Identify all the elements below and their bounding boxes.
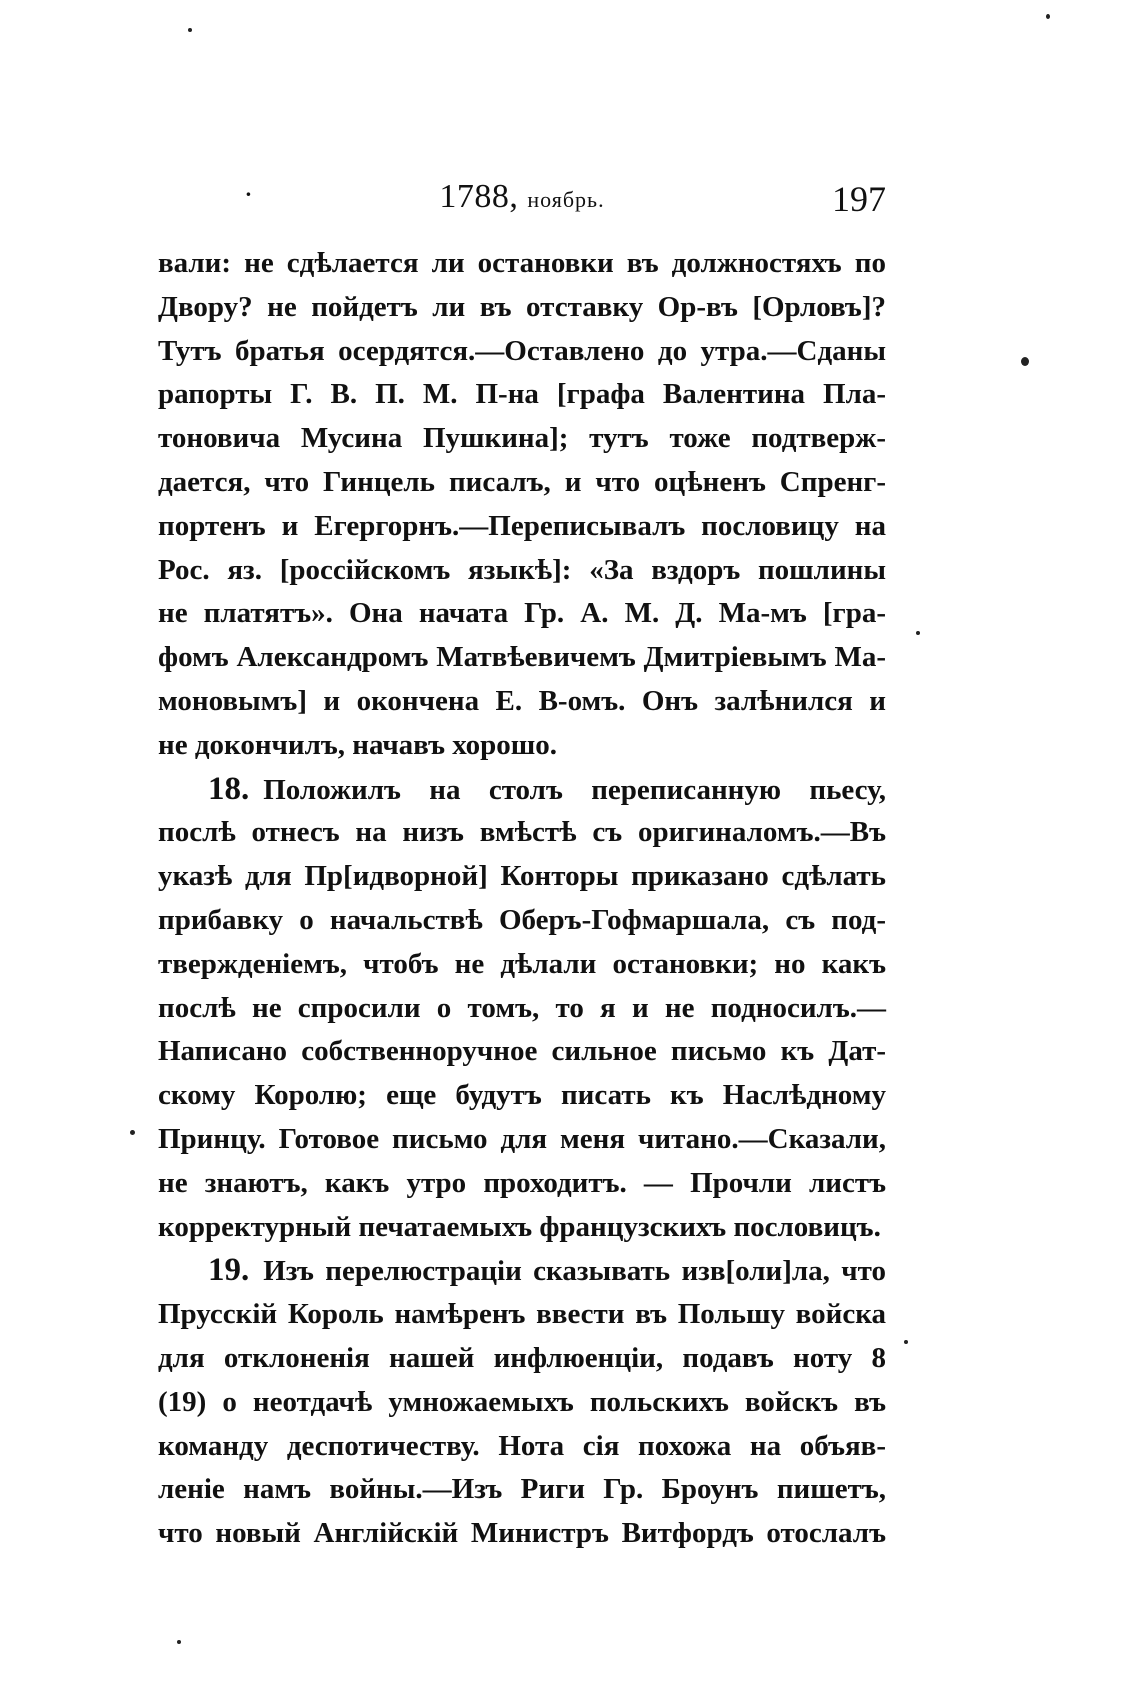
text-line: (19) о неотдачѣ умножаемыхъ польскихъ войскъ въ [158,1385,886,1418]
entry-number-18: 18. [208,770,250,807]
header-dot: · [244,178,253,211]
text-line: послѣ не спросили о томъ, то я и не подносилъ.— [158,991,886,1024]
scan-speck [188,28,192,32]
text-line: рапорты Г. В. П. М. П-на [графа Валентина Пла- [158,378,886,411]
text-line: не докончилъ, начавъ хорошо. [158,728,558,761]
running-header [158,178,886,218]
scan-speck [1046,14,1050,19]
scan-speck [1021,357,1029,366]
text-line: тоновича Мусина Пушкина]; тутъ тоже подтверж- [158,422,886,455]
entry-18-first-line [158,768,886,812]
text-line: Прусскій Король намѣренъ ввести въ Польшу войска [158,1298,886,1331]
scan-speck [904,1340,908,1344]
text-line: портенъ и Егергорнъ.—Переписывалъ пословицу на [158,509,886,542]
text-line: что новый Англійскій Министръ Витфордъ отослалъ [158,1517,886,1550]
text-line: для отклоненія нашей инфлюенціи, подавъ ноту 8 [158,1341,886,1374]
page-number: 197 [832,179,886,219]
scan-speck [177,1640,181,1644]
text-line: Рос. яз. [россійскомъ языкѣ]: «За вздоръ пошлины [158,553,886,586]
text-line: Двору? не пойдетъ ли въ отставку Ор-въ [Орловъ]? [158,290,886,323]
text-line: вали: не сдѣлается ли остановки въ должностяхъ по [158,247,886,279]
text-line: корректурный печатаемыхъ французскихъ пословицъ. [158,1210,881,1243]
text-line: Тутъ братья осердятся.—Оставлено до утра.—Сданы [158,334,886,367]
text-line: прибавку о начальствѣ Оберъ-Гофмаршала, съ под- [158,903,886,936]
page-body [158,242,886,1556]
entry-number-19: 19. [208,1252,250,1289]
text-line: Принцу. Готовое письмо для меня читано.—Сказали, [158,1122,886,1155]
text-line: не знаютъ, какъ утро проходитъ. — Прочли листъ [158,1166,886,1199]
text-line: послѣ отнесъ на низъ вмѣстѣ съ оригиналомъ.—Въ [158,816,886,849]
scan-speck [916,631,920,635]
entry-19-text: Изъ перелюстраціи сказывать изв[оли]ла, что [263,1255,886,1288]
text-line: Написано собственноручное сильное письмо къ Дат- [158,1035,886,1068]
text-line: моновымъ] и окончена Е. В-омъ. Онъ залѣнился и [158,684,886,717]
header-month: ноябрь. [527,187,605,212]
header-year: 1788, [439,178,519,215]
text-line: скому Королю; еще будутъ писать къ Наслѣдному [158,1079,886,1112]
text-line: указѣ для Пр[идворной] Конторы приказано сдѣлать [158,860,886,893]
entry-18-text: Положилъ на столъ переписанную пьесу, [263,773,886,806]
header-title [158,178,886,216]
text-line: твержденіемъ, чтобъ не дѣлали остановки; но какъ [158,947,886,980]
text-line: команду деспотичеству. Нота сія похожа на объяв- [158,1429,886,1462]
text-line: дается, что Гинцель писалъ, и что оцѣненъ Спренг- [158,465,886,498]
scan-speck [130,1130,135,1135]
text-line: леніе намъ войны.—Изъ Риги Гр. Броунъ пишетъ, [158,1473,886,1506]
entry-19-first-line [158,1249,886,1293]
text-line: фомъ Александромъ Матвѣевичемъ Дмитріевымъ Ма- [158,641,886,674]
text-line: не платятъ». Она начата Гр. А. М. Д. Ма-мъ [гра- [158,597,886,630]
